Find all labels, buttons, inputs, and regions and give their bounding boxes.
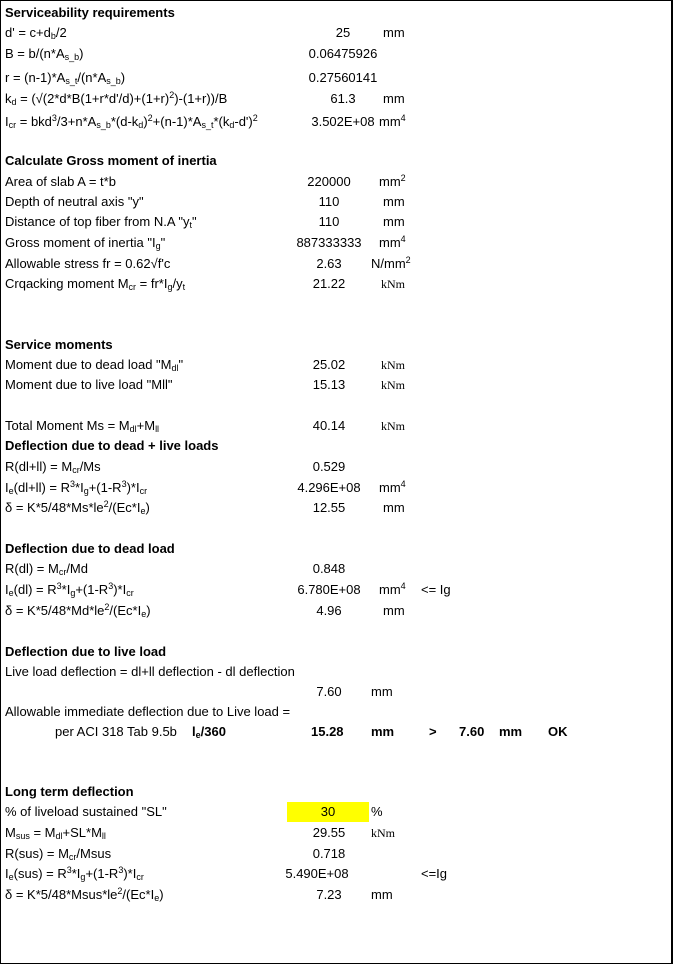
row-delta-sus bbox=[1, 885, 671, 905]
limit-formula: $l_e/360$ bbox=[192, 724, 226, 740]
formula-label: $M_{sus} = M_{dl}+SL*M_{ll}$ bbox=[5, 825, 106, 841]
formula-label: $I_e(dl+ll) = R^3*I_g+(1-R^3)*I_{cr}$ bbox=[5, 479, 148, 496]
value-cell: 40.14 bbox=[312, 418, 346, 433]
row-Msus bbox=[1, 823, 671, 843]
row-Md bbox=[1, 355, 671, 375]
dl-ll-header-row bbox=[1, 436, 671, 456]
value-cell: 0.529 bbox=[312, 459, 346, 474]
formula-label: $r = (n-1)*A_{s\_t}/(n*A_{s\_b})$ bbox=[5, 70, 126, 86]
row-ll-value bbox=[1, 682, 671, 702]
allowable-unit: mm bbox=[371, 724, 395, 739]
value-cell: 6.780E+08 bbox=[297, 582, 361, 597]
unit-cell: kNm bbox=[381, 419, 405, 433]
value-cell: 3.502E+08 bbox=[311, 114, 375, 129]
formula-label: % of liveload sustained "SL" bbox=[5, 804, 167, 819]
row-Mcr bbox=[1, 274, 671, 294]
note-cell: <= Ig bbox=[421, 582, 451, 597]
column-border bbox=[671, 1, 672, 963]
row-Icr bbox=[1, 112, 671, 132]
unit-cell: $mm^4$ bbox=[379, 113, 406, 129]
row-fr bbox=[1, 254, 671, 274]
value-cell: 25 bbox=[335, 25, 351, 40]
formula-label: Area of slab A = t*b bbox=[5, 174, 116, 189]
unit-cell: kNm bbox=[381, 358, 405, 372]
unit-cell: $mm^4$ bbox=[379, 479, 406, 495]
value-cell: 110 bbox=[318, 214, 340, 229]
section-title: Deflection due to dead + live loads bbox=[5, 438, 219, 453]
row-Ie-sus bbox=[1, 864, 671, 884]
section-title: Deflection due to dead load bbox=[5, 541, 175, 556]
value-cell: 0.06475926 bbox=[308, 46, 378, 61]
formula-label: $R(dl) = M_{cr}/Md$ bbox=[5, 561, 88, 577]
formula-label: $\delta = K*5/48*Msus*le^2/(Ec*I_e)$ bbox=[5, 886, 164, 903]
gross-header-row bbox=[1, 151, 671, 171]
unit-cell: kNm bbox=[381, 277, 405, 291]
row-Ig bbox=[1, 233, 671, 253]
value-cell: 21.22 bbox=[312, 276, 346, 291]
value-cell: 220000 bbox=[307, 174, 351, 189]
row-ll-desc bbox=[1, 662, 671, 682]
row-Ml bbox=[1, 375, 671, 395]
value-cell: 4.296E+08 bbox=[297, 480, 361, 495]
formula-label: Allowable stress fr = 0.62√f'c bbox=[5, 256, 171, 271]
formula-label: $d' = c+d_b/2$ bbox=[5, 25, 67, 41]
formula-label: Crqacking moment $M_{cr} = fr*I_g/y_t$ bbox=[5, 276, 186, 292]
unit-cell: mm bbox=[383, 500, 405, 515]
row-r bbox=[1, 68, 671, 88]
section-title: Service moments bbox=[5, 337, 113, 352]
row-delta-dlll bbox=[1, 498, 671, 518]
row-R-dl bbox=[1, 559, 671, 579]
row-d-prime bbox=[1, 23, 671, 43]
formula-label: Allowable immediate deflection due to Live load = bbox=[5, 704, 291, 719]
unit-cell: mm bbox=[383, 25, 405, 40]
value-cell: 15.13 bbox=[312, 377, 346, 392]
value-cell: 25.02 bbox=[312, 357, 346, 372]
section-title: Serviceability requirements bbox=[5, 5, 175, 20]
service-header-row bbox=[1, 335, 671, 355]
unit-cell: mm bbox=[383, 194, 405, 209]
formula-label: Total Moment $Ms = M_{dl}+M_{ll}$ bbox=[5, 418, 160, 434]
row-kd bbox=[1, 89, 671, 109]
row-distance bbox=[1, 212, 671, 232]
section-title: Long term deflection bbox=[5, 784, 134, 799]
row-ll-allow-label bbox=[1, 702, 671, 722]
value-cell: 0.27560141 bbox=[308, 70, 378, 85]
value-cell: 7.23 bbox=[316, 887, 342, 902]
unit-cell: kNm bbox=[371, 826, 395, 840]
allowable-value: 15.28 bbox=[311, 724, 344, 739]
formula-label: $I_{cr} = bkd^3/3+n*A_{s\_b}*(d-k_d)^2+(n-1)*A_{s\_t}*(k_d-d')^2$ bbox=[5, 113, 258, 130]
serviceability-header-row bbox=[1, 3, 671, 23]
value-cell: 12.55 bbox=[312, 500, 346, 515]
value-cell: 0.718 bbox=[312, 846, 346, 861]
value-cell: 29.55 bbox=[312, 825, 346, 840]
sustained-load-input[interactable]: 30 bbox=[287, 802, 369, 822]
formula-label: Gross moment of inertia "$I_g$" bbox=[5, 235, 166, 251]
row-R-sus bbox=[1, 844, 671, 864]
formula-label: $B = b/(n*A_{s\_b})$ bbox=[5, 46, 84, 62]
formula-label: Live load deflection = dl+ll deflection - dl deflection bbox=[5, 664, 295, 679]
value-cell: 61.3 bbox=[330, 91, 356, 106]
formula-label: $R(dl+ll) = M_{cr}/Ms$ bbox=[5, 459, 101, 475]
note-cell: <=Ig bbox=[421, 866, 448, 881]
formula-label: $R(sus) = M_{cr}$/Msus bbox=[5, 846, 112, 862]
formula-label: $\delta = K*5/48*Md*le^2/(Ec*I_e)$ bbox=[5, 602, 151, 619]
value-cell: 7.60 bbox=[316, 684, 342, 699]
row-ll-check bbox=[1, 722, 671, 742]
ll-header-row bbox=[1, 642, 671, 662]
unit-cell: $N/mm^2$ bbox=[371, 255, 411, 271]
value-cell: 110 bbox=[318, 194, 340, 209]
comparison-sign: > bbox=[429, 724, 437, 739]
row-R-dlll bbox=[1, 457, 671, 477]
unit-cell: mm bbox=[371, 887, 393, 902]
value-cell: 0.848 bbox=[312, 561, 346, 576]
value-cell: 5.490E+08 bbox=[285, 866, 349, 881]
longterm-header-row bbox=[1, 782, 671, 802]
row-Ms bbox=[1, 416, 671, 436]
row-depth bbox=[1, 192, 671, 212]
row-B bbox=[1, 44, 671, 64]
value-cell: 887333333 bbox=[296, 235, 362, 250]
comparison-value: 7.60 bbox=[459, 724, 485, 739]
value-cell: 4.96 bbox=[316, 603, 342, 618]
code-reference: per ACI 318 Tab 9.5b bbox=[55, 724, 177, 739]
row-SL bbox=[1, 802, 671, 822]
unit-cell: kNm bbox=[381, 378, 405, 392]
row-Ie-dlll bbox=[1, 478, 671, 498]
section-title: Deflection due to live load bbox=[5, 644, 167, 659]
unit-cell: mm bbox=[383, 603, 405, 618]
formula-label: Distance of top fiber from N.A "$y_t$" bbox=[5, 214, 197, 230]
row-delta-dl bbox=[1, 601, 671, 621]
unit-cell: $mm^2$ bbox=[379, 173, 406, 189]
row-area bbox=[1, 172, 671, 192]
unit-cell: mm bbox=[383, 91, 405, 106]
unit-cell: $mm^4$ bbox=[379, 234, 406, 250]
dl-header-row bbox=[1, 539, 671, 559]
formula-label: $I_e(dl) = R^3*I_g+(1-R^3)*I_{cr}$ bbox=[5, 581, 134, 598]
unit-cell: mm bbox=[383, 214, 405, 229]
check-result: OK bbox=[548, 724, 568, 739]
section-title: Calculate Gross moment of inertia bbox=[5, 153, 217, 168]
formula-label: $I_e(sus) = R^3*I_g+(1-R^3)*I_{cr}$ bbox=[5, 865, 144, 882]
formula-label: Moment due to live load "Mll" bbox=[5, 377, 173, 392]
row-Ie-dl bbox=[1, 580, 671, 600]
formula-label: $\delta = K*5/48*Ms*le^2/(Ec*I_e)$ bbox=[5, 499, 150, 516]
formula-label: Depth of neutral axis "y" bbox=[5, 194, 144, 209]
unit-cell: % bbox=[371, 804, 383, 819]
comparison-unit: mm bbox=[499, 724, 523, 739]
formula-label: Moment due to dead load "$M_{dl}$" bbox=[5, 357, 184, 373]
value-cell: 2.63 bbox=[316, 256, 342, 271]
formula-label: $k_d = (√(2*d*B(1+r*d'/d)+(1+r)^2)-(1+r))/B$ bbox=[5, 90, 228, 107]
unit-cell: $mm^4$ bbox=[379, 581, 406, 597]
unit-cell: mm bbox=[371, 684, 393, 699]
